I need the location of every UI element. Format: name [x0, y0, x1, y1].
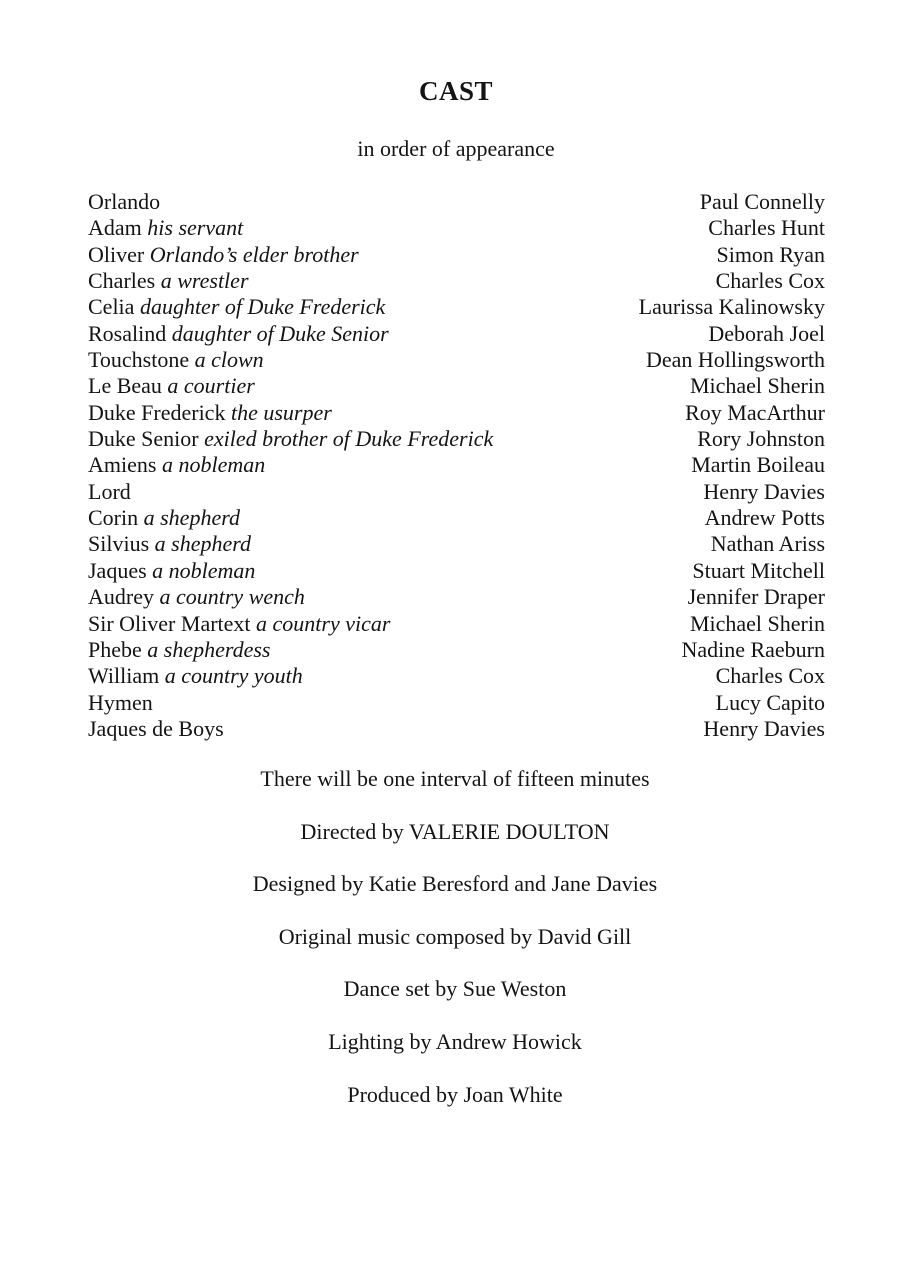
credits-list — [0, 764, 900, 1132]
character-name: Le Beau — [88, 373, 162, 399]
lighting-credit: Lighting by Andrew Howick — [328, 1028, 582, 1054]
role — [88, 716, 224, 742]
actor-name: Simon Ryan — [716, 241, 825, 267]
role — [88, 268, 249, 294]
cast-row — [88, 215, 825, 241]
cast-row — [88, 373, 825, 399]
cast-row — [88, 242, 825, 268]
role — [88, 189, 160, 215]
cast-row — [88, 558, 825, 584]
role — [88, 242, 359, 268]
cast-list — [88, 189, 825, 742]
character-description: a country wench — [159, 584, 305, 610]
role — [88, 505, 240, 531]
actor-name: Michael Sherin — [689, 373, 825, 399]
actor-name: Rory Johnston — [697, 426, 825, 452]
character-name: Silvius — [88, 531, 150, 557]
role — [88, 400, 332, 426]
character-description: a nobleman — [152, 557, 256, 583]
character-description: a wrestler — [160, 268, 249, 294]
cast-row — [88, 189, 825, 215]
role — [88, 215, 243, 241]
actor-name: Charles Hunt — [708, 215, 825, 241]
character-description: daughter of Duke Senior — [171, 320, 389, 346]
character-name: Rosalind — [88, 320, 167, 346]
cast-row — [88, 400, 825, 426]
character-name: Hymen — [88, 689, 153, 715]
character-name: Sir Oliver Martext — [88, 610, 251, 636]
actor-name: Stuart Mitchell — [692, 557, 825, 583]
character-description: a clown — [194, 347, 264, 373]
character-description: a courtier — [167, 373, 255, 399]
character-name: Corin — [88, 505, 139, 531]
character-name: Duke Senior — [88, 426, 199, 452]
cast-row — [88, 479, 825, 505]
actor-name: Paul Connelly — [699, 189, 825, 214]
actor-name: Henry Davies — [703, 715, 825, 741]
character-name: Duke Frederick — [88, 399, 226, 425]
producer-credit: Produced by Joan White — [347, 1081, 563, 1107]
role — [88, 663, 303, 689]
character-name: Phebe — [88, 636, 142, 662]
character-name: Amiens — [88, 452, 157, 478]
dance-credit: Dance set by Sue Weston — [343, 976, 567, 1002]
director-credit: Directed by VALERIE DOULTON — [300, 818, 610, 844]
character-name: Oliver — [88, 241, 145, 267]
role — [88, 584, 305, 610]
cast-row — [88, 268, 825, 294]
role — [88, 347, 264, 373]
music-credit: Original music composed by David Gill — [278, 923, 632, 949]
role — [88, 690, 153, 716]
role — [88, 321, 389, 347]
actor-name: Nathan Ariss — [710, 531, 825, 557]
character-description: a shepherd — [154, 531, 251, 557]
role — [88, 558, 255, 584]
character-name: Adam — [88, 215, 142, 241]
character-description: a shepherdess — [147, 636, 271, 662]
cast-row — [88, 611, 825, 637]
character-name: Celia — [88, 294, 135, 320]
role — [88, 479, 131, 505]
actor-name: Dean Hollingsworth — [645, 347, 825, 373]
cast-row — [88, 452, 825, 478]
cast-row — [88, 347, 825, 373]
actor-name: Charles Cox — [715, 663, 825, 689]
cast-row — [88, 294, 825, 320]
designer-credit: Designed by Katie Beresford and Jane Davies — [252, 871, 658, 897]
role — [88, 531, 251, 557]
character-name: Lord — [88, 478, 131, 504]
actor-name: Deborah Joel — [708, 320, 825, 346]
character-description: a country youth — [164, 663, 303, 689]
character-name: Charles — [88, 268, 156, 294]
actor-name: Nadine Raeburn — [681, 636, 825, 662]
actor-name: Lucy Capito — [715, 689, 825, 715]
actor-name: Charles Cox — [715, 268, 825, 294]
role — [88, 426, 493, 452]
actor-name: Laurissa Kalinowsky — [638, 294, 825, 320]
actor-name: Jennifer Draper — [687, 584, 825, 610]
cast-row — [88, 531, 825, 557]
actor-name: Henry Davies — [703, 478, 825, 504]
role — [88, 452, 265, 478]
character-name: Orlando — [88, 189, 161, 214]
page-title: CAST — [418, 76, 494, 106]
cast-row — [88, 426, 825, 452]
role — [88, 611, 390, 637]
cast-row — [88, 584, 825, 610]
character-name: Jaques — [88, 557, 147, 583]
character-description: his servant — [147, 215, 244, 241]
cast-row — [88, 505, 825, 531]
character-description: the usurper — [230, 399, 332, 425]
character-name: Jaques de Boys — [88, 715, 224, 741]
cast-row — [88, 637, 825, 663]
character-description: a country vicar — [256, 610, 391, 636]
character-name: Audrey — [88, 584, 154, 610]
actor-name: Andrew Potts — [704, 505, 825, 531]
interval-note: There will be one interval of fifteen minutes — [260, 766, 650, 791]
character-description: a shepherd — [143, 505, 240, 531]
role — [88, 294, 385, 320]
character-name: William — [88, 663, 160, 689]
cast-row — [88, 663, 825, 689]
cast-row — [88, 716, 825, 742]
page-subtitle: in order of appearance — [357, 136, 555, 161]
character-name: Touchstone — [88, 347, 190, 373]
cast-row — [88, 690, 825, 716]
character-description: daughter of Duke Frederick — [139, 294, 386, 320]
actor-name: Roy MacArthur — [685, 399, 825, 425]
role — [88, 373, 255, 399]
actor-name: Michael Sherin — [689, 610, 825, 636]
cast-row — [88, 321, 825, 347]
character-description: Orlando’s elder brother — [149, 241, 359, 267]
role — [88, 637, 271, 663]
character-description: exiled brother of Duke Frederick — [204, 426, 494, 452]
character-description: a nobleman — [161, 452, 266, 478]
actor-name: Martin Boileau — [691, 452, 825, 478]
